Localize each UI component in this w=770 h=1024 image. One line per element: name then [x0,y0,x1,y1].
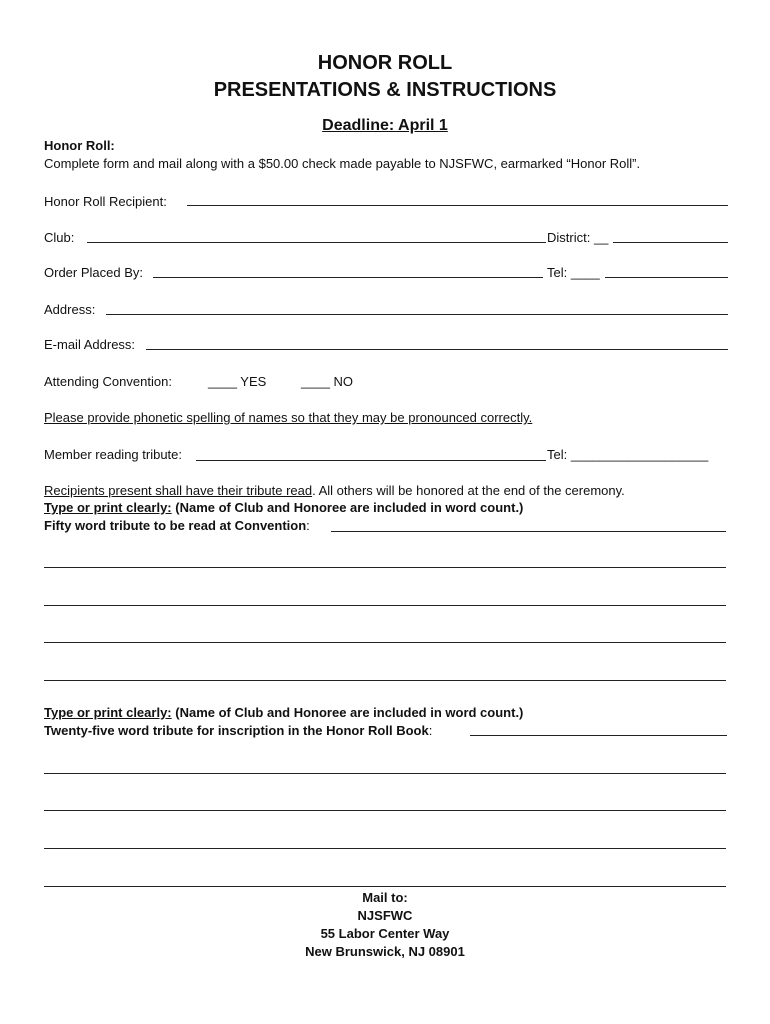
intro-heading: Honor Roll: [44,138,115,153]
word-count-note-25: (Name of Club and Honoree are included in word count.) [171,705,524,720]
type-clearly-note-50 [44,500,523,516]
recipients-note [44,483,625,499]
twenty-five-word-label [44,723,432,739]
mail-to-org: NJSFWC [357,908,413,923]
fifty-word-line-3[interactable] [44,605,726,606]
email-label: E-mail Address: [44,337,136,352]
page-title: HONOR ROLL [317,52,453,74]
page-subtitle: PRESENTATIONS & INSTRUCTIONS [213,79,557,101]
fifty-word-colon: : [306,518,310,533]
mail-to-street: 55 Labor Center Way [320,926,450,941]
email-field[interactable] [146,349,728,350]
recipient-label: Honor Roll Recipient: [44,194,167,209]
member-reading-label: Member reading tribute: [44,447,183,462]
fifty-word-label-text: Fifty word tribute to be read at Convention [44,518,307,533]
fifty-word-line-4[interactable] [44,642,726,643]
order-placed-by-label: Order Placed By: [44,265,143,280]
twenty-five-word-colon: : [428,723,433,738]
fifty-word-label [44,518,310,534]
club-label: Club: [44,230,75,245]
fifty-word-line-2[interactable] [44,567,726,568]
twenty-five-word-line-5[interactable] [44,886,726,887]
mail-to-heading: Mail to: [362,890,408,905]
district-field[interactable] [613,242,728,243]
phonetic-note: Please provide phonetic spelling of names so that they may be pronounced correctly. [44,410,533,425]
type-clearly-label-50: Type or print clearly: [44,500,172,515]
intro-text: Complete form and mail along with a $50.00 check made payable to NJSFWC, earmarked “Honor Roll”. [44,156,641,171]
tel-label: Tel: ____ [547,265,600,280]
recipients-note-rest: . All others will be honored at the end of the ceremony. [312,483,625,498]
twenty-five-word-line-2[interactable] [44,773,726,774]
recipients-note-underlined: Recipients present shall have their tribute read [44,483,313,498]
recipient-field[interactable] [187,205,728,206]
type-clearly-note-25 [44,705,523,721]
order-placed-by-field[interactable] [153,277,543,278]
mail-to-city: New Brunswick, NJ 08901 [305,944,465,959]
twenty-five-word-line-3[interactable] [44,810,726,811]
fifty-word-line-5[interactable] [44,680,726,681]
type-clearly-label-25: Type or print clearly: [44,705,172,720]
twenty-five-word-label-text: Twenty-five word tribute for inscription in the Honor Roll Book [44,723,429,738]
district-label: District: __ [547,230,609,245]
address-label: Address: [44,302,96,317]
member-reading-tel[interactable]: Tel: ___________________ [547,447,709,462]
deadline: Deadline: April 1 [322,117,448,134]
tel-field[interactable] [605,277,728,278]
club-field[interactable] [87,242,546,243]
word-count-note-50: (Name of Club and Honoree are included in word count.) [171,500,524,515]
attending-yes-option[interactable]: ____ YES [208,374,267,389]
fifty-word-line-1[interactable] [331,531,726,532]
attending-label: Attending Convention: [44,374,172,389]
twenty-five-word-line-1[interactable] [470,735,727,736]
address-field[interactable] [106,314,728,315]
member-reading-field[interactable] [196,460,546,461]
twenty-five-word-line-4[interactable] [44,848,726,849]
attending-no-option[interactable]: ____ NO [301,374,354,389]
